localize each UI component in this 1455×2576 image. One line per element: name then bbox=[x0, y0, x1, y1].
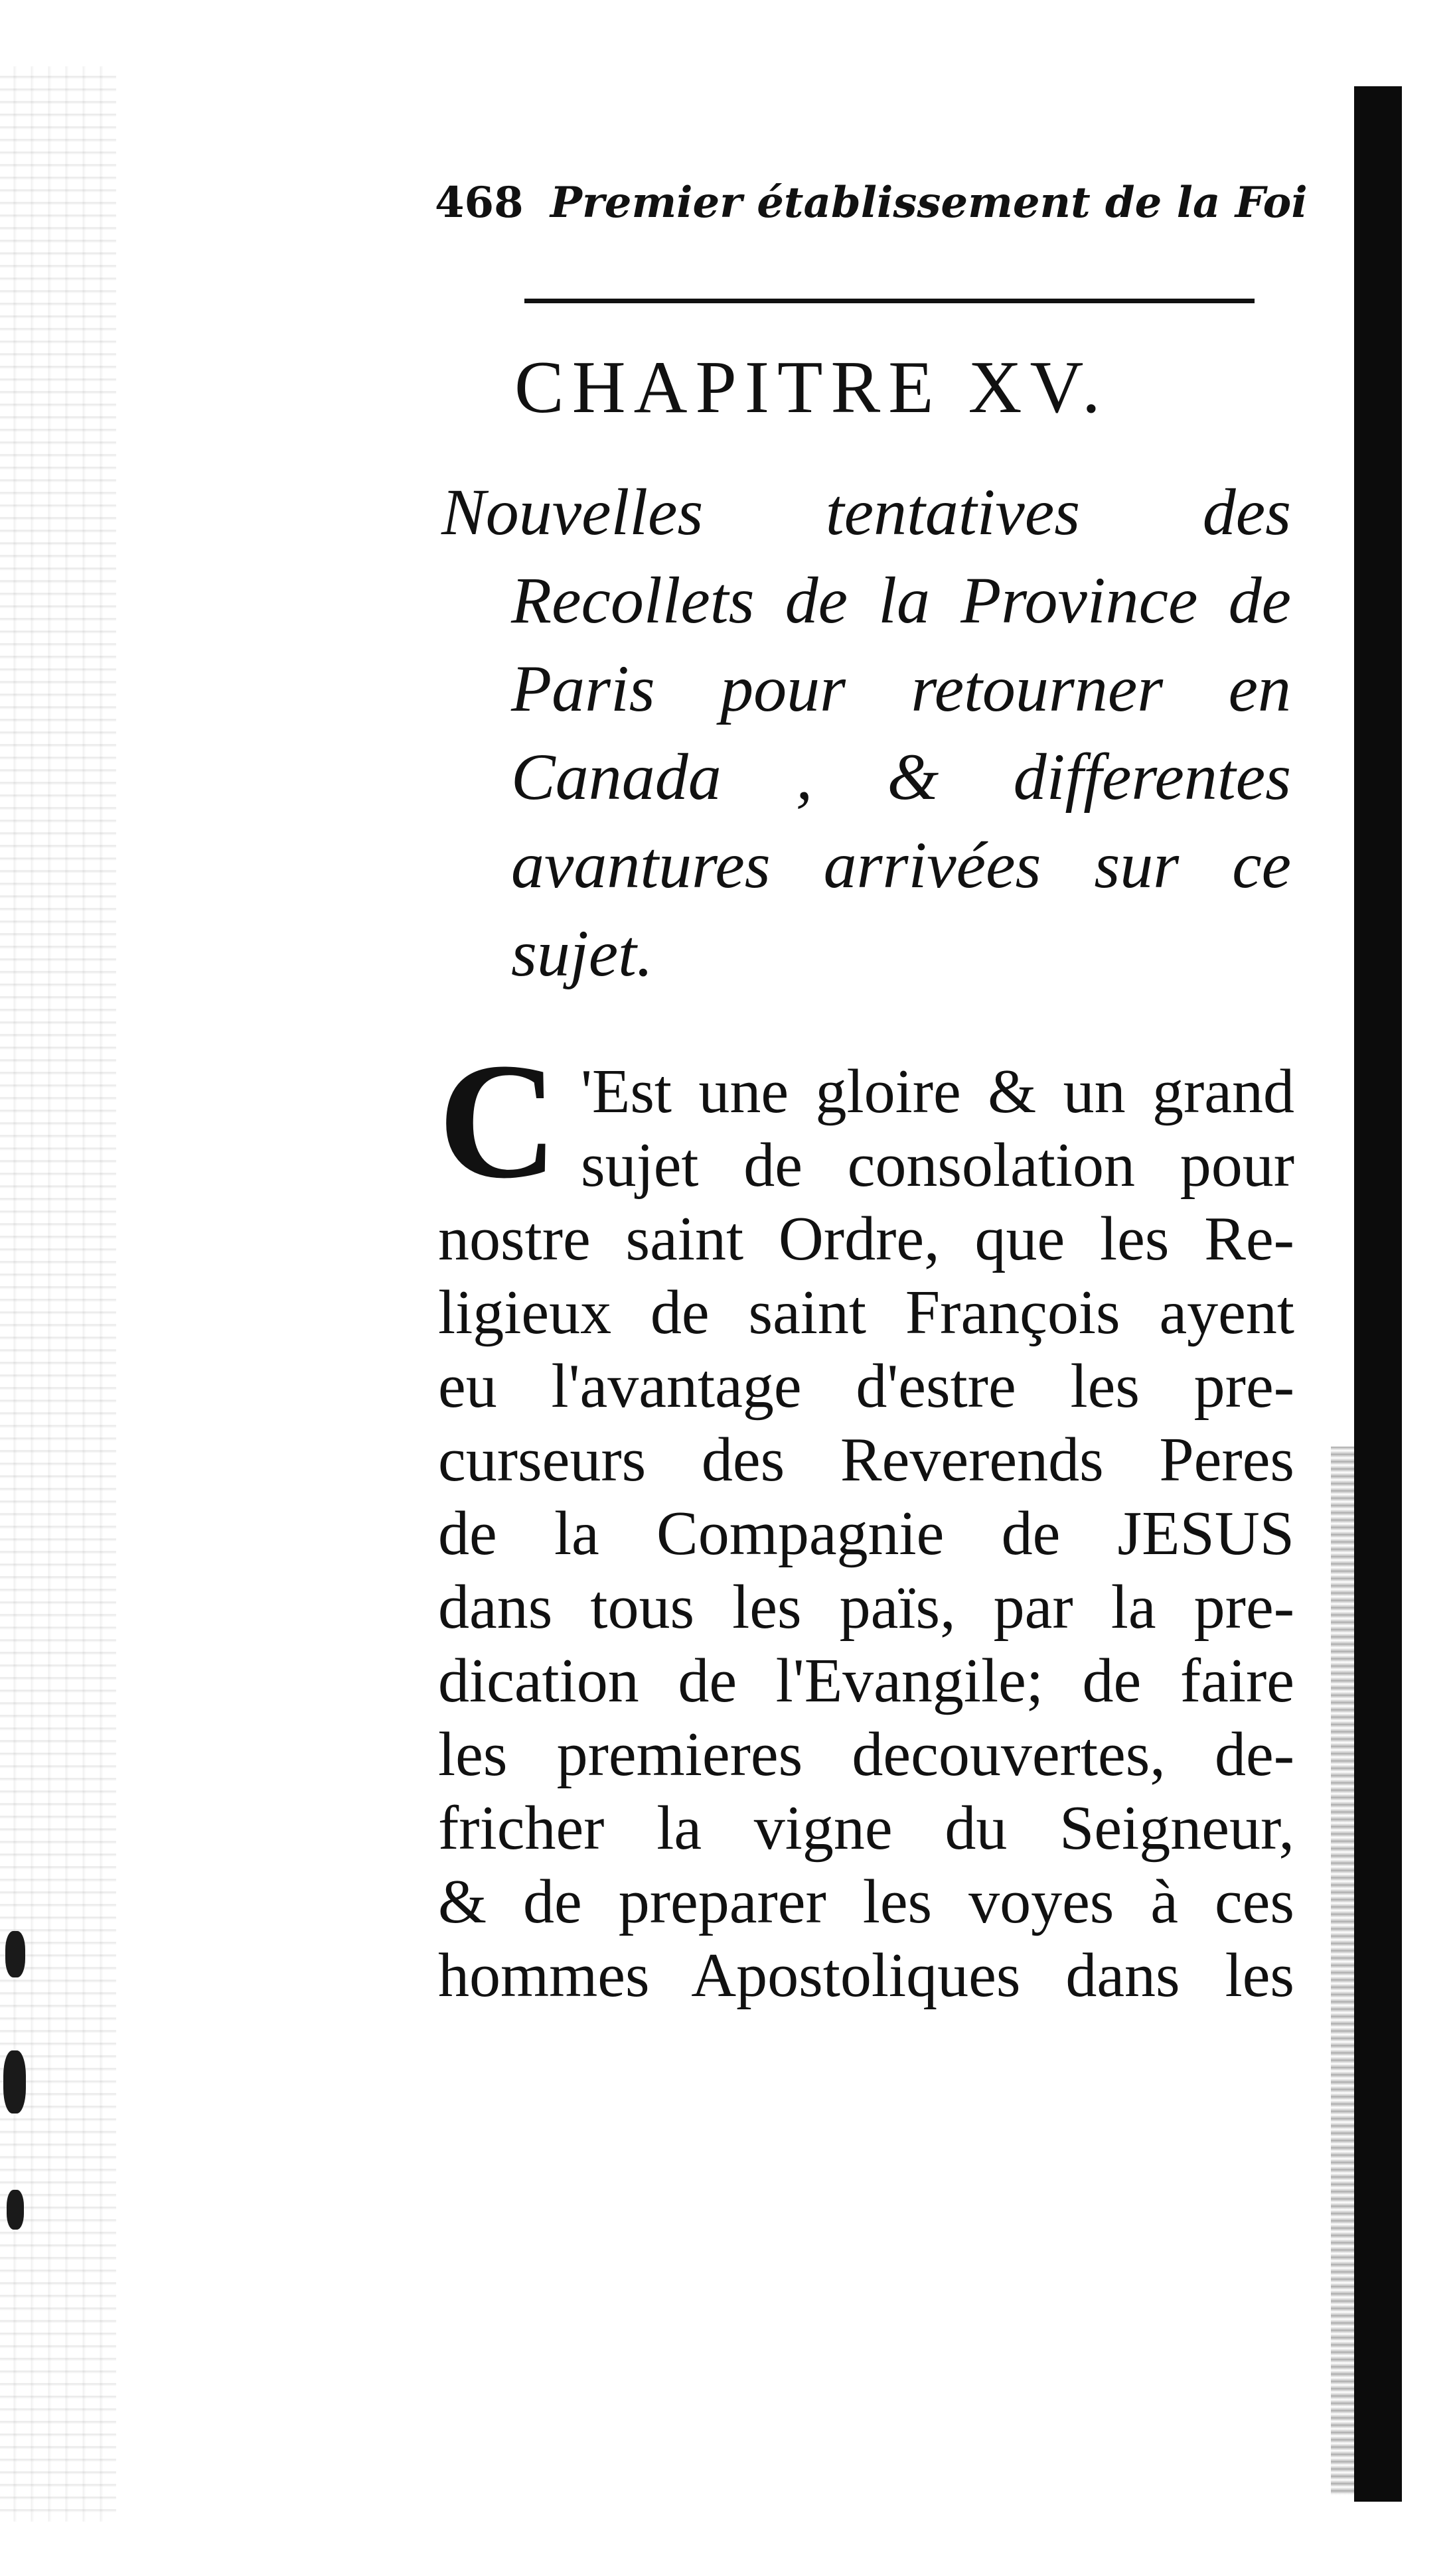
body-line: eu l'avantage d'estre les pre- bbox=[438, 1352, 1294, 1421]
body-line: dans tous les païs, par la pre- bbox=[438, 1573, 1294, 1642]
body-line: curseurs des Reverends Peres bbox=[438, 1425, 1294, 1494]
body-line: nostre saint Ordre, que les Re- bbox=[438, 1204, 1294, 1273]
gutter-blot bbox=[5, 1931, 25, 1977]
summary-line: avantures arrivées sur ce bbox=[511, 828, 1291, 902]
summary-line: sujet. bbox=[511, 916, 653, 990]
gutter-blot bbox=[7, 2190, 24, 2230]
page-number: 468 bbox=[435, 178, 524, 228]
chapter-heading: CHAPITRE XV. bbox=[514, 346, 1109, 429]
body-line: & de preparer les voyes à ces bbox=[438, 1867, 1294, 1936]
running-head bbox=[435, 178, 1308, 228]
body-line: les premieres decouvertes, de- bbox=[438, 1720, 1294, 1789]
body-line: de la Compagnie de JESUS bbox=[438, 1499, 1294, 1568]
body-paragraph bbox=[438, 1055, 1294, 2013]
summary-line: Canada , & differentes bbox=[511, 740, 1291, 814]
binding-edge-shadow bbox=[1331, 1447, 1355, 2495]
header-rule bbox=[524, 299, 1255, 303]
summary-line: Recollets de la Province de bbox=[511, 563, 1291, 637]
body-line: dication de l'Evangile; de faire bbox=[438, 1646, 1294, 1715]
drop-cap: C bbox=[438, 1029, 558, 1213]
running-head-title: Premier établissement de la Foi bbox=[550, 178, 1308, 228]
binding-edge-bar bbox=[1354, 86, 1402, 2502]
body-line: 'Est une gloire & un grand bbox=[581, 1057, 1294, 1126]
body-line: fricher la vigne du Seigneur, bbox=[438, 1794, 1294, 1863]
body-line: sujet de consolation pour bbox=[581, 1131, 1294, 1200]
body-line: hommes Apostoliques dans les bbox=[438, 1941, 1294, 2010]
chapter-summary bbox=[441, 468, 1291, 997]
page-gutter-noise bbox=[0, 66, 116, 2522]
summary-line: Nouvelles tentatives des bbox=[441, 475, 1291, 549]
body-line: ligieux de saint François ayent bbox=[438, 1278, 1294, 1347]
gutter-blot bbox=[3, 2050, 26, 2113]
summary-line: Paris pour retourner en bbox=[511, 652, 1291, 725]
